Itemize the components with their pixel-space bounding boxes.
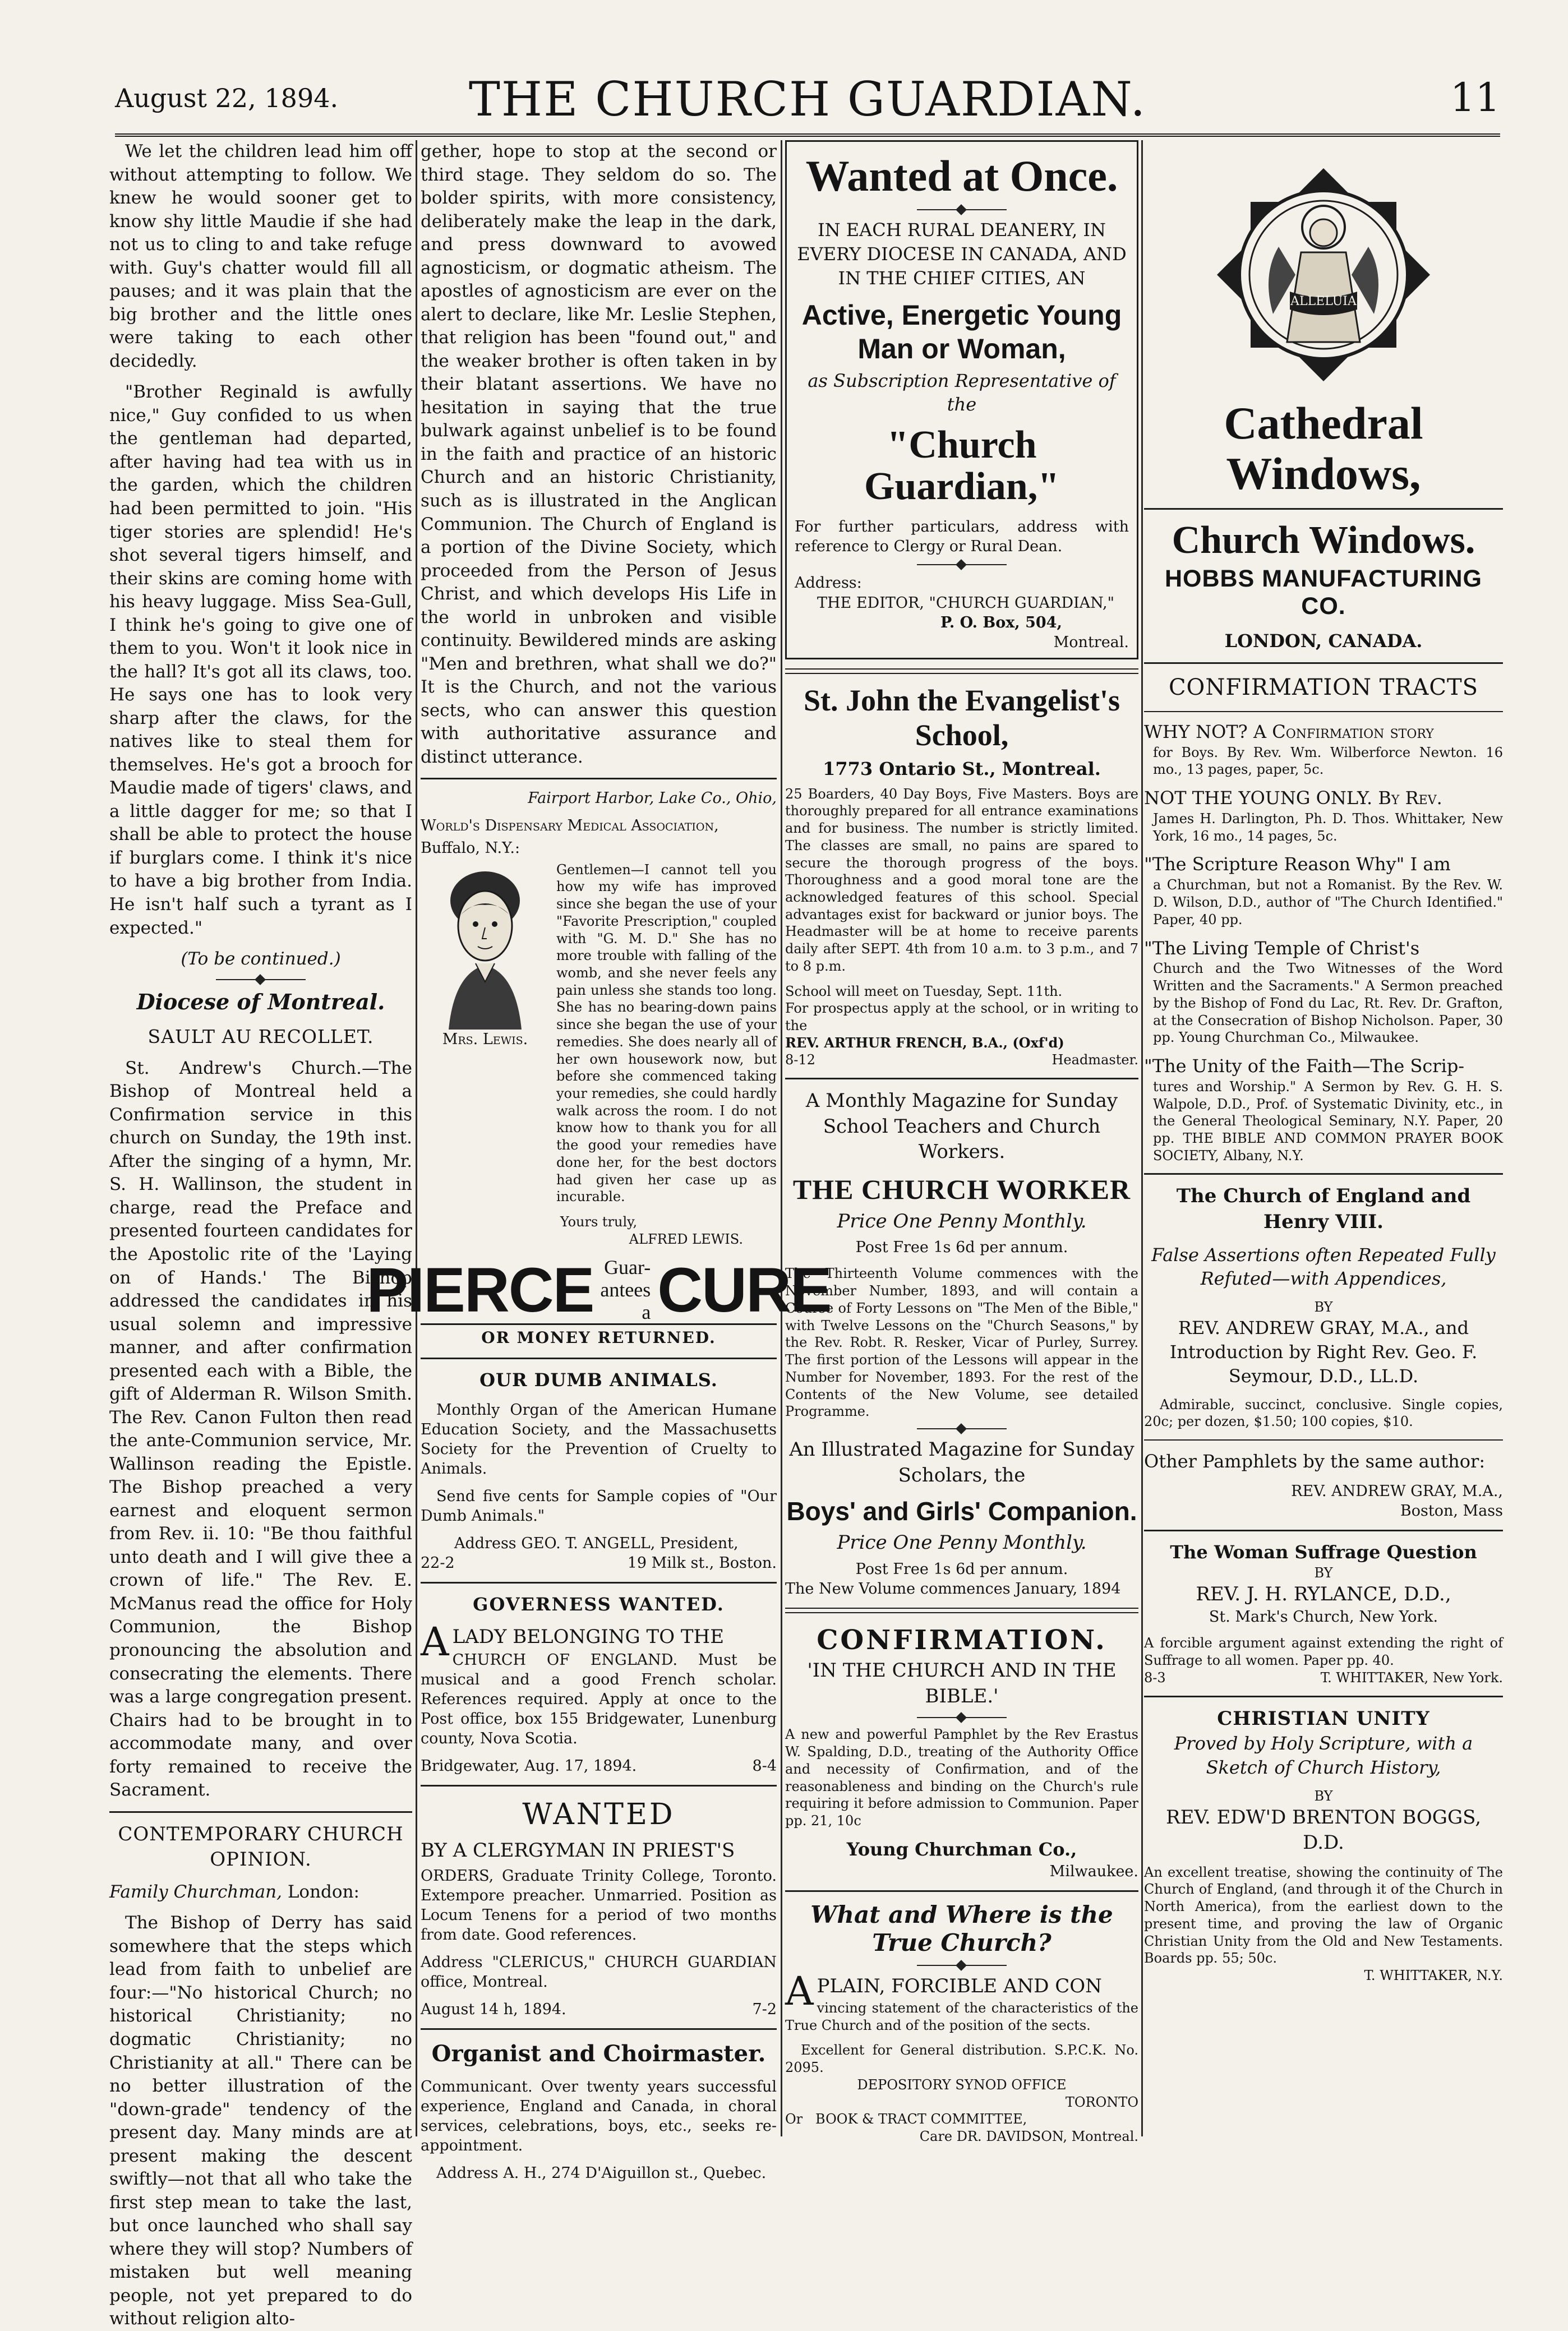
church-worker-ad (785, 1088, 1138, 1420)
ad-number: 8-3 (1144, 1669, 1166, 1686)
stained-glass-angel-icon (1211, 163, 1436, 387)
headmaster-role: Headmaster. (1052, 1052, 1138, 1068)
henry-description: Admirable, succinct, conclusive. Single copies, 20c; per dozen, $1.50; 100 copies, $10. (1144, 1396, 1503, 1430)
emblem-banner-text: ALLELUIA (1290, 294, 1357, 308)
publisher-place: Milwaukee. (1049, 1862, 1138, 1880)
portrait-caption: Mrs. Lewis. (442, 1030, 528, 1048)
source-place: London: (287, 1881, 359, 1902)
tract-title: NOT THE YOUNG ONLY. By Rev. (1144, 787, 1442, 809)
true-church-body: vincing statement of the characteristics of the True Church and of the position of the sects. (785, 2000, 1138, 2033)
column-3 (785, 140, 1138, 2145)
page-number: 11 (1450, 75, 1500, 121)
divider (785, 1890, 1138, 1892)
address-label: Address (454, 1535, 516, 1553)
care-of: Care DR. DAVIDSON, Montreal. (919, 2129, 1138, 2145)
guarantee-text (600, 1257, 651, 1323)
divider (1144, 1696, 1503, 1697)
divider (421, 1785, 777, 1787)
continued-note: (To be continued.) (181, 949, 341, 970)
wanted-as: as Subscription Representative of the (808, 370, 1116, 416)
column-rule (416, 140, 417, 2136)
organist-ad (421, 2039, 777, 2183)
tract-detail: Church and the Two Witnesses of the Word Written and the Sacraments." A Sermon preached by the Bishop of Fond du Lac, Rt. Rev. Dr. Grafton, at the Consecration of Bishop Nicholson. Paper, 30 pp. Young Churchman Co., Milwaukee. (1153, 961, 1503, 1046)
book-committee (785, 2111, 1138, 2128)
column-1 (109, 140, 412, 2329)
ad-headline: BY A CLERGYMAN IN PRIEST'S (421, 1839, 735, 1862)
divider (1144, 711, 1503, 712)
wanted-address-label: Address: (795, 574, 862, 592)
worker-price: Price One Penny Monthly. (837, 1210, 1087, 1233)
boys-girls-ad (785, 1437, 1138, 1599)
governess-ad (421, 1593, 777, 1776)
divider (421, 778, 777, 779)
ornament-divider (917, 1428, 1007, 1429)
continued-paragraph: gether, hope to stop at the second or third stage. They seldom do so. The bolder spirits, with more consistency, deliberately make the leap in the dark, and press downward to avowed agnosticism, or dogmatic atheism. The apostles of agnosticism are ever on the alert to declare, like Mr. Leslie Stephen, that religion has been "found out," and the weaker brother is often taken in by their blatant assertions. We have no hesitation in saying that the true bulwark against unbelief is to be found in the faith and practice of an historic Church and an historic Christianity, such as is illustrated in the Anglican Communion. The Church of England is a portion of the Divine Society, which proceeded from the Person of Jesus Christ, and which develops His Life in the world in unbroken and visible continuity. Bewildered minds are asking "Men and brethren, what shall we do?" It is the Church, and not the various sects, who can answer this question with authoritative assurance and distinct utterance. (421, 141, 777, 767)
wanted-further: For further particulars, address with reference to Clergy or Rural Dean. (795, 518, 1129, 556)
ad-address: Address A. H., 274 D'Aiguillon st., Quebec. (436, 2164, 767, 2182)
column-rule (781, 140, 782, 2136)
drop-cap: A (421, 1619, 449, 1665)
confirmation-title: CONFIRMATION. (817, 1624, 1107, 1656)
tract-detail: tures and Worship." A Sermon by Rev. G. H. S. Walpole, D.D., Prof. of Systematic Divinity, etc., in the General Theological Seminary, N.Y. Paper, 20 pp. THE BIBLE AND COMMON PRAYER BOOK SOCIETY, Albany, N.Y. (1153, 1078, 1503, 1164)
confirmation-tracts (1144, 673, 1503, 1164)
ad-date: August 14 h, 1894. (421, 2001, 566, 2019)
companion-post: Post Free 1s 6d per annum. (855, 1560, 1068, 1578)
or-word: Or (785, 2111, 803, 2127)
woman-portrait-icon (426, 861, 544, 1030)
newspaper-title: THE CHURCH GUARDIAN. (468, 72, 1147, 127)
ad-body: Monthly Organ of the American Humane Education Society, and the Massachusetts Society for the Prevention of Cruelty to Animals. (421, 1401, 777, 1478)
story-paragraph: "Brother Reginald is awfully nice," Guy confided to us when the gentleman had departed, after having had tea with us in the garden, which the children had been permitted to join. "His tiger stories are splendid! He's shot several tigers himself, and their skins are coming home with his heavy luggage. Miss Sea-Gull, I think he's going to give one of them to you. Won't it look nice in the hall? It's got all its claws, too. He says one has to look very sharp after the claws, for the natives like to steal them for themselves. He's got a brooch for Maudie made of tigers' claws, and a little dagger for me; so that I shall be able to protect the house if burglars come. I think it's nice to have a big brother from India. He isn't half such a tyrant as I expected." (109, 382, 412, 938)
guarantee-line: Guar- (604, 1256, 651, 1279)
contemporary-source (109, 1881, 412, 1904)
worker-body: The Thirteenth Volume commences with the November Number, 1893, and will contain a Course of Forty Lessons on "The Men of the Bible," with Twelve Lessons on the "Church Seasons," by the Rev. Robt. R. Resker, Vicar of Purley, Surrey. The first portion of the Lessons will appear in the Number for November, 1893. For the rest of the Contents of the New Volume, see detailed Programme. (785, 1266, 1138, 1420)
by-word: BY (1314, 1565, 1333, 1581)
dumb-animals-ad (421, 1368, 777, 1573)
column-4 (1144, 140, 1503, 2136)
henry-title: The Church of England and Henry VIII. (1176, 1185, 1471, 1233)
true-church-title: What and Where is the True Church? (810, 1900, 1113, 1957)
henry-author: REV. ANDREW GRAY, M.A., and Introduction by Right Rev. Geo. F. Seymour, D.D., LL.D. (1169, 1317, 1478, 1387)
christian-unity-ad (1144, 1706, 1503, 1984)
ad-title: OUR DUMB ANIMALS. (479, 1369, 718, 1391)
testimonial-body (421, 861, 777, 1213)
school-body: 25 Boarders, 40 Day Boys, Five Masters. Boys are thoroughly prepared for all entrance examinations and for business. The number is strictly limited. The classes are small, no pains are spared to secure the thorough progress of the boys. Thoroughness and a good moral tone are the acknowledged features of this school. Special advantages exist for backward or junior boys. The Headmaster will be at home to receive parents daily after SEPT. 4th from 10 a.m. to 3 p.m., and 7 to 8 p.m. (785, 786, 1138, 974)
masthead (115, 72, 1500, 137)
true-church-excellent: Excellent for General distribution. S.P.C.K. No. 2095. (785, 2042, 1138, 2076)
testimonial-org: World's Dispensary Medical Association, (421, 817, 719, 835)
wanted-editor: THE EDITOR, "CHURCH GUARDIAN," (817, 594, 1115, 612)
ornament-divider (917, 1717, 1007, 1718)
by-word: BY (1314, 1788, 1333, 1804)
depository-city: TORONTO (1065, 2094, 1138, 2110)
henry-subtitle: False Assertions often Repeated Fully Refuted—with Appendices, (1151, 1244, 1496, 1290)
woman-suffrage-ad (1144, 1540, 1503, 1686)
divider (1144, 1439, 1503, 1441)
gray-name: REV. ANDREW GRAY, M.A., (1291, 1482, 1503, 1500)
testimonial-signer: ALFRED LEWIS. (629, 1231, 743, 1247)
ad-street (421, 1553, 777, 1573)
ad-send: Send five cents for Sample copies of "Our Dumb Animals." (421, 1487, 777, 1525)
portrait (421, 861, 550, 1213)
subheading-sault: SAULT AU RECOLLET. (147, 1025, 374, 1047)
tract-title: "The Living Temple of Christ's (1144, 937, 1420, 959)
story-paragraph: We let the children lead him off without attempting to follow. We knew he would sooner get to know shy little Maudie if she had not us to cling to and take refuge with. Guy's chatter would fill all pauses; and it was plain that the big brother and the little ones were taking to each other decidedly. (109, 141, 412, 371)
other-pamphlets: Other Pamphlets by the same author: (1144, 1451, 1486, 1473)
contemporary-paragraph: The Bishop of Derry has said somewhere that the steps which lead from faith to unbelief are four:—"No historical Church; no historical Christianity; no dogmatic Christianity; no Christianity at all." There can be no better illustration of the "down-grade" tendency of the present day. Many minds are at present making the descent swiftly—not that all who take the first step mean to take the last, but once launched who shall say where they will stop? Numbers of mistaken but well meaning people, not yet prepared to do without religion alto- (109, 1913, 412, 2329)
companion-price: Price One Penny Monthly. (837, 1531, 1087, 1554)
ornament-divider (216, 979, 306, 980)
tracts-title: CONFIRMATION TRACTS (1168, 675, 1479, 701)
committee-name: BOOK & TRACT COMMITTEE, (815, 2111, 1027, 2127)
confirmation-body: A new and powerful Pamphlet by the Rev Erastus W. Spalding, D.D., treating of the Authority Office and necessity of Confirmation, and of the reasonableness and binding on the Church's rule requiring it before admission to Communion. Paper pp. 21, 10c (785, 1727, 1138, 1829)
school-footer (785, 1051, 1138, 1069)
source-name: Family Churchman, (109, 1881, 282, 1902)
suffrage-publisher: T. WHITTAKER, New York. (1320, 1669, 1503, 1686)
ad-number: 8-4 (752, 1757, 777, 1775)
ad-address (421, 1534, 777, 1553)
guardian-name: "Church Guardian," (864, 423, 1060, 508)
ad-number: 22-2 (421, 1554, 455, 1572)
unity-author: REV. EDW'D BRENTON BOGGS, D.D. (1165, 1806, 1482, 1854)
divider (1144, 508, 1503, 510)
ad-address: Address "CLERICUS," CHURCH GUARDIAN office, Montreal. (421, 1953, 777, 1991)
tract-title: WHY NOT? A Confirmation story (1144, 721, 1434, 742)
divider (421, 2028, 777, 2030)
companion-title: Boys' and Girls' Companion. (786, 1497, 1137, 1526)
school-prospectus: For prospectus apply at the school, or in writing to the (785, 1000, 1138, 1034)
divider (421, 1358, 777, 1359)
companion-volume: The New Volume commences January, 1894 (785, 1580, 1121, 1598)
divider (1144, 1173, 1503, 1175)
cure-word: CURE (657, 1254, 831, 1325)
ad-title: WANTED (522, 1798, 675, 1832)
ornament-divider (917, 1965, 1007, 1966)
headline-text: LADY BELONGING TO THE (452, 1626, 725, 1649)
ornament-divider (917, 209, 1007, 210)
depository: DEPOSITORY SYNOD OFFICE (857, 2076, 1067, 2093)
school-title: St. John the Evangelist's School, (803, 683, 1120, 752)
worker-title: THE CHURCH WORKER (792, 1173, 1131, 1205)
divider (109, 1811, 412, 1813)
cathedral-windows-title: Cathedral Windows, (1224, 398, 1423, 500)
ad-headline (421, 1619, 777, 1665)
gray-place: Boston, Mass (1400, 1502, 1503, 1520)
wanted-line: IN EACH RURAL DEANERY, IN EVERY DIOCESE IN CANADA, AND IN THE CHIEF CITIES, AN (797, 219, 1127, 289)
unity-publisher: T. WHITTAKER, N.Y. (1364, 1967, 1503, 1983)
testimonial-place: Fairport Harbor, Lake Co., Ohio, (528, 790, 777, 807)
pierce-guarantee (366, 1254, 831, 1325)
double-divider (785, 668, 1138, 674)
henry-viii-ad (1144, 1184, 1503, 1430)
ad-date-row (421, 2000, 777, 2019)
testimonial-signoff: Yours truly, (560, 1214, 638, 1230)
ornament-divider (917, 564, 1007, 565)
unity-description: An excellent treatise, showing the continuity of The Church of England, (and through it of the Church in North America), from the earliest down to the present time, and proving the law of Organic Christian Unity from the Old and New Testaments. Boards pp. 55; 50c. (1144, 1864, 1503, 1967)
publisher-name: Young Churchman Co., (846, 1838, 1077, 1860)
worker-intro: A Monthly Magazine for Sunday School Teachers and Church Workers. (805, 1090, 1118, 1164)
ad-date-row (421, 1756, 777, 1776)
church-windows-title: Church Windows. (1172, 519, 1475, 562)
divider (1144, 1530, 1503, 1531)
headline-text: PLAIN, FORCIBLE AND CON (817, 1975, 1102, 1998)
divider (421, 1582, 777, 1584)
news-paragraph: St. Andrew's Church.—The Bishop of Montreal held a Confirmation service in this church on Sunday, the 19th inst. After the singing of a hymn, Mr. S. H. Wallinson, the student in charge, read the Preface and presented fourteen candidates for the Apostolic rite of the 'Laying on of Hands.' The Bishop addressed the candidates in his usual solemn and impressive manner, and after confirmation presented each with a Bible, the gift of Alderman R. Wilson Smith. The Rev. Canon Fulton then read the ante-Communion service, Mr. Wallinson reading the Epistle. The Bishop preached a very earnest and eloquent sermon from Rev. ii. 10: "Be thou faithful unto death and I will give thee a crown of life." The Rev. E. McManus read the office for Holy Communion, the Bishop pronouncing the absolution and consecrating the elements. There was a large congregation present. Chairs had to be brought in to accommodate many, and over forty remained to receive the Sacrament. (109, 1058, 412, 1801)
ad-body: CHURCH OF ENGLAND. Must be musical and a good French scholar. References required. Apply at once to the Post office, box 155 Bridgewater, Lunenburg county, Nova Scotia. (421, 1651, 777, 1748)
divider (785, 1078, 1138, 1079)
wanted-city: Montreal. (1053, 633, 1129, 651)
double-divider (785, 1608, 1138, 1613)
confirmation-ad (785, 1622, 1138, 1881)
wanted-headline: Active, Energetic Young Man or Woman, (801, 299, 1122, 364)
issue-date: August 22, 1894. (115, 83, 339, 113)
tract-title: "The Unity of the Faith—The Scrip- (1144, 1055, 1465, 1077)
suffrage-church: St. Mark's Church, New York. (1209, 1608, 1438, 1626)
school-headmaster: REV. ARTHUR FRENCH, B.A., (Oxf'd) (785, 1034, 1064, 1051)
unity-subtitle: Proved by Holy Scripture, with a Sketch of Church History, (1174, 1733, 1473, 1778)
confirmation-subtitle: 'IN THE CHURCH AND IN THE BIBLE.' (807, 1659, 1117, 1707)
section-heading-diocese: Diocese of Montreal. (136, 989, 385, 1014)
wanted-title: Wanted at Once. (805, 151, 1118, 200)
testimonial-letter: Gentlemen—I cannot tell you how my wife has improved since she began the use of your "Favorite Prescription," coupled with "G. M. D." She has no more trouble with falling of the womb, and she never feels any pain unless she stands too long. She has no bearing-down pains since she began the use of your remedies. She does nearly all of her own housework now, but before she commenced taking your remedies, she could hardly walk across the room. I do not know how to thank you for all the good your remedies have done her, for the best doctors had given her case up as incurable. (556, 861, 777, 1205)
worker-post: Post Free 1s 6d per annum. (855, 1239, 1068, 1257)
testimonial-city: Buffalo, N.Y.: (421, 839, 520, 857)
suffrage-title: The Woman Suffrage Question (1170, 1541, 1477, 1563)
address-value: GEO. T. ANGELL, President, (521, 1535, 739, 1553)
clergyman-wanted-ad (421, 1795, 777, 2019)
unity-title: CHRISTIAN UNITY (1217, 1707, 1430, 1730)
tract-detail: James H. Darlington, Ph. D. Thos. Whittaker, New York, 16 mo., 14 pages, 5c. (1153, 811, 1503, 844)
tract-detail: for Boys. By Rev. Wm. Wilberforce Newton. 16 mo., 13 pages, paper, 5c. (1153, 744, 1503, 778)
true-church-headline (785, 1968, 1138, 2015)
tract-title: "The Scripture Reason Why" I am (1144, 853, 1451, 875)
section-heading-contemporary: CONTEMPORARY CHURCH OPINION. (118, 1822, 404, 1871)
ad-title: Organist and Choirmaster. (431, 2041, 766, 2067)
street-value: 19 Milk st., Boston. (627, 1554, 777, 1572)
tract-detail: a Churchman, but not a Romanist. By the Rev. W. D. Wilson, D.D., author of "The Church Identified." Paper, 40 pp. (1153, 877, 1503, 927)
ad-body: ORDERS, Graduate Trinity College, Toronto. Extempore preacher. Unmarried. Position as Locum Tenens for a period of two months from date. Good references. (421, 1867, 777, 1944)
hobbs-location: LONDON, CANADA. (1224, 630, 1423, 652)
suffrage-footer (1144, 1669, 1503, 1687)
pierce-word: PIERCE (366, 1254, 594, 1325)
suffrage-author: REV. J. H. RYLANCE, D.D., (1196, 1582, 1451, 1605)
school-meet: School will meet on Tuesday, Sept. 11th. (785, 983, 1063, 999)
wanted-box (785, 140, 1138, 659)
school-ad (785, 683, 1138, 1069)
money-returned: OR MONEY RETURNED. (421, 1323, 777, 1349)
true-church-ad (785, 1901, 1138, 2145)
hobbs-company: HOBBS MANUFACTURING CO. (1164, 565, 1483, 620)
ad-title: GOVERNESS WANTED. (473, 1594, 725, 1615)
by-word: BY (1314, 1299, 1333, 1315)
drop-cap: A (785, 1968, 814, 2015)
companion-intro: An Illustrated Magazine for Sunday Scholars, the (789, 1438, 1135, 1487)
ad-date: Bridgewater, Aug. 17, 1894. (421, 1757, 637, 1775)
ad-body: Communicant. Over twenty years successful experience, England and Canada, in choral services, celebrations, boys, etc., seeks re-appointment. (421, 2078, 777, 2155)
suffrage-description: A forcible argument against extending the right of Suffrage to all women. Paper pp. 40. (1144, 1635, 1503, 1669)
school-address: 1773 Ontario St., Montreal. (823, 758, 1101, 779)
wanted-box-number: P. O. Box, 504, (940, 613, 1062, 631)
ad-number: 8-12 (785, 1052, 815, 1068)
ad-number: 7-2 (752, 2001, 777, 2019)
divider (1144, 662, 1503, 664)
guarantee-line: antees a (600, 1278, 651, 1323)
column-rule (1141, 140, 1143, 2136)
